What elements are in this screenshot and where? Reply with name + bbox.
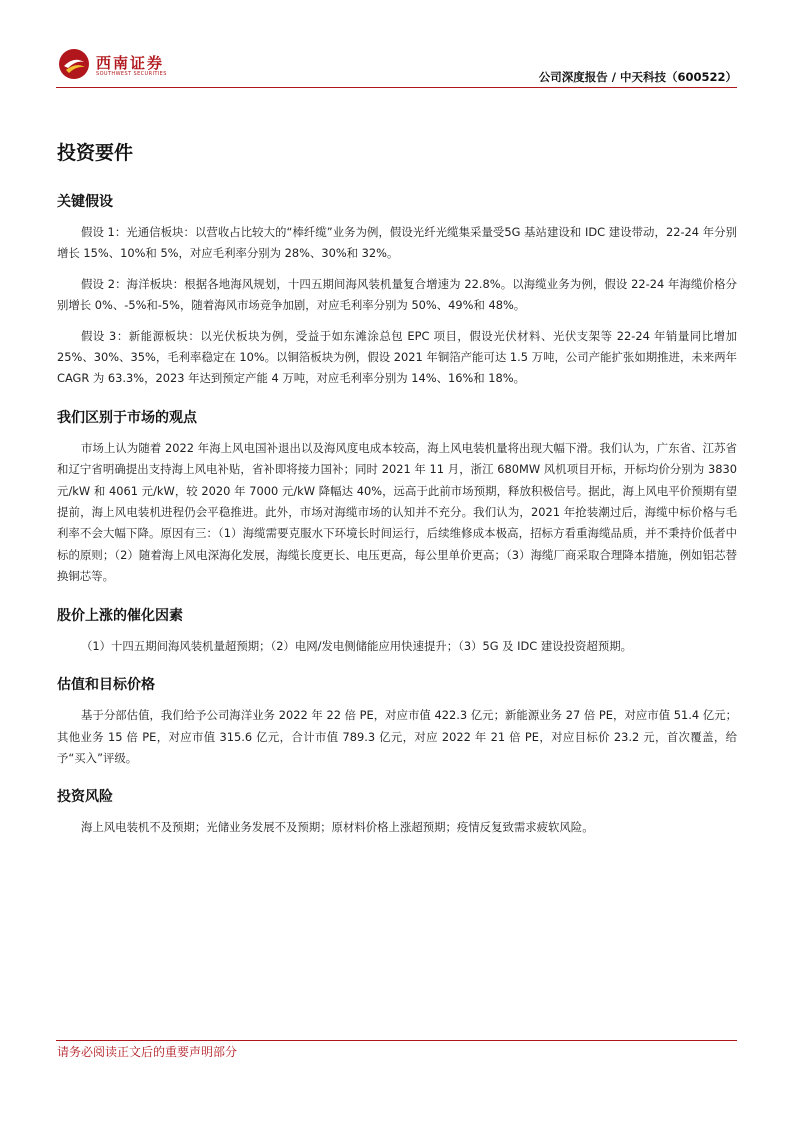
page-title: 投资要件 [57, 142, 134, 164]
section-heading: 股价上涨的催化因素 [57, 607, 183, 624]
section-heading: 投资风险 [57, 789, 113, 806]
section-key-assumptions [57, 192, 737, 390]
paragraph: 假设 1：光通信板块：以营收占比较大的“棒纤缆”业务为例，假设光纤光缆集采量受5G 基站建设和 IDC 建设带动，22-24 年分别增长 15%、10%和 5%，对应毛利率分别为 28%、30%和 32%。 [57, 225, 737, 261]
logo-chinese-name: 西南证券 [96, 54, 165, 72]
section-risks [57, 787, 737, 838]
header-divider [56, 87, 737, 88]
section-heading: 估值和目标价格 [57, 677, 155, 694]
report-label: 公司深度报告 / 中天科技（600522） [538, 70, 737, 84]
section-differentiated-view [57, 408, 737, 588]
section-heading: 我们区别于市场的观点 [57, 409, 197, 426]
paragraph: （1）十四五期间海风装机量超预期；（2）电网/发电侧储能应用快速提升；（3）5G 及 IDC 建设投资超预期。 [81, 638, 632, 653]
logo-emblem-icon [58, 48, 90, 80]
paragraph: 假设 2：海洋板块：根据各地海风规划，十四五期间海风装机量复合增速为 22.8%。以海缆业务为例，假设 22-24 年海缆价格分别增长 0%、-5%和-5%，随着海风市场竞争加剧，对应毛利率分别为 50%、49%和 48%。 [57, 276, 737, 313]
paragraph: 市场上认为随着 2022 年海上风电国补退出以及海风度电成本较高，海上风电装机量将出现大幅下滑。我们认为，广东省、江苏省和辽宁省明确提出支持海上风电补贴，省补即将接力国补；同时 2021 年 11 月，浙江 680MW 风机项目开标，开标均价分别为 3830 元/kW 和 4061 元/kW，较 2020 年 7000 元/kW 降幅达 40%，远高于此前市场预期，释放积极信号。据此，海上风电平价预期有望提前，海上风电装机进程仍会平稳推进。此外，市场对海缆市场的认知并不充分。我们认为，2021 年抢装潮过后，海缆中标价格与毛利率不会大幅下降。原因有三：（1）海缆需要克服水下环境长时间运行，后续维修成本极高，招标方看重海缆品质，并不秉持价低者中标的原则；（2）随着海上风电深海化发展，海缆长度更长、电压更高，每公里单价更高；（3）海缆厂商采取合理降本措施，例如铝芯替换铜芯等。 [57, 440, 737, 584]
section-valuation [57, 675, 737, 769]
footer-disclaimer-notice: 请务必阅读正文后的重要声明部分 [57, 1045, 238, 1059]
company-logo [58, 48, 198, 88]
section-catalysts [57, 606, 737, 657]
section-heading: 关键假设 [57, 194, 113, 210]
paragraph: 基于分部估值，我们给予公司海洋业务 2022 年 22 倍 PE，对应市值 422.3 亿元；新能源业务 27 倍 PE，对应市值 51.4 亿元；其他业务 15 倍 PE，对应市值 315.6 亿元，合计市值 789.3 亿元，对应 2022 年 21 倍 PE，对应目标价 23.2 元，首次覆盖，给予“买入”评级。 [57, 708, 737, 765]
paragraph: 假设 3：新能源板块：以光伏板块为例，受益于如东滩涂总包 EPC 项目，假设光伏材料、光伏支架等 22-24 年销量同比增加 25%、30%、35%，毛利率稳定在 10%。以铜箔板块为例，假设 2021 年铜箔产能可达 1.5 万吨，公司产能扩张如期推进，未来两年 CAGR 为 63.3%，2023 年达到预定产能 4 万吨，对应毛利率分别为 14%、16%和 18%。 [57, 328, 737, 386]
page-header [56, 40, 737, 90]
footer-divider [56, 1040, 737, 1041]
main-content [57, 140, 737, 857]
logo-english-name: SOUTHWEST SECURITIES [96, 71, 167, 77]
paragraph: 海上风电装机不及预期；光储业务发展不及预期；原材料价格上涨超预期；疫情反复致需求疲软风险。 [81, 820, 594, 835]
